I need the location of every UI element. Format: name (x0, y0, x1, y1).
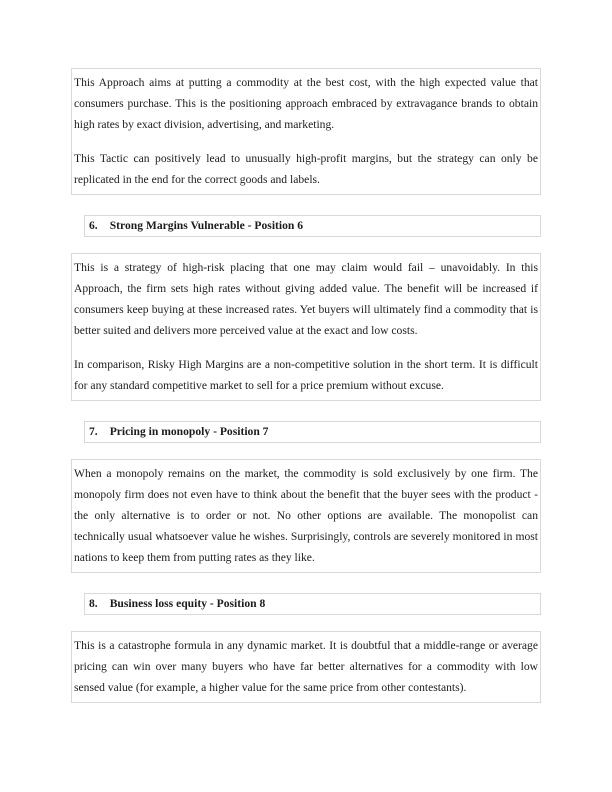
heading-title: Strong Margins Vulnerable - Position 6 (109, 219, 304, 232)
paragraph: This is a strategy of high-risk placing that one may claim would fail – unavoidably. In this Approach, the firm sets high rates without giving added value. The benefit will be increased if consumers keep buying at these increased rates. Yet buyers will ultimately find a commodity that is better suited and delivers more perceived value at the exact and low costs. (74, 261, 538, 337)
paragraph: In comparison, Risky High Margins are a non-competitive solution in the short term. It is difficult for any standard competitive market to sell for a price premium without excuse. (74, 358, 538, 392)
paragraph: This Approach aims at putting a commodity at the best cost, with the high expected value that consumers purchase. This is the positioning approach embraced by extravagance brands to obtain high rates by exact division, advertising, and marketing. (74, 76, 538, 131)
paragraph-block (71, 68, 541, 195)
paragraph-block (71, 253, 541, 401)
section-heading-8 (84, 593, 541, 615)
paragraph-block (71, 459, 541, 573)
paragraph: This Tactic can positively lead to unusually high-profit margins, but the strategy can only be replicated in the end for the correct goods and labels. (74, 152, 538, 186)
heading-title: Pricing in monopoly - Position 7 (109, 425, 269, 438)
heading-number: 8. (89, 597, 98, 610)
paragraph-block (71, 631, 541, 703)
heading-number: 6. (89, 219, 98, 232)
section-heading-6 (84, 215, 541, 237)
paragraph: When a monopoly remains on the market, the commodity is sold exclusively by one firm. The monopoly firm does not even have to think about the benefit that the buyer sees with the product - the only alternative is to order or not. No other options are available. The monopolist can technically usual whatsoever value he wishes. Surprisingly, controls are severely monitored in most nations to keep them from putting rates as they like. (74, 467, 538, 564)
paragraph: This is a catastrophe formula in any dynamic market. It is doubtful that a middle-range or average pricing can win over many buyers who have far better alternatives for a commodity with low sensed value (for example, a higher value for the same price from other contestants). (74, 639, 538, 694)
section-heading-7 (84, 421, 541, 443)
heading-title: Business loss equity - Position 8 (109, 597, 266, 610)
heading-number: 7. (89, 425, 98, 438)
